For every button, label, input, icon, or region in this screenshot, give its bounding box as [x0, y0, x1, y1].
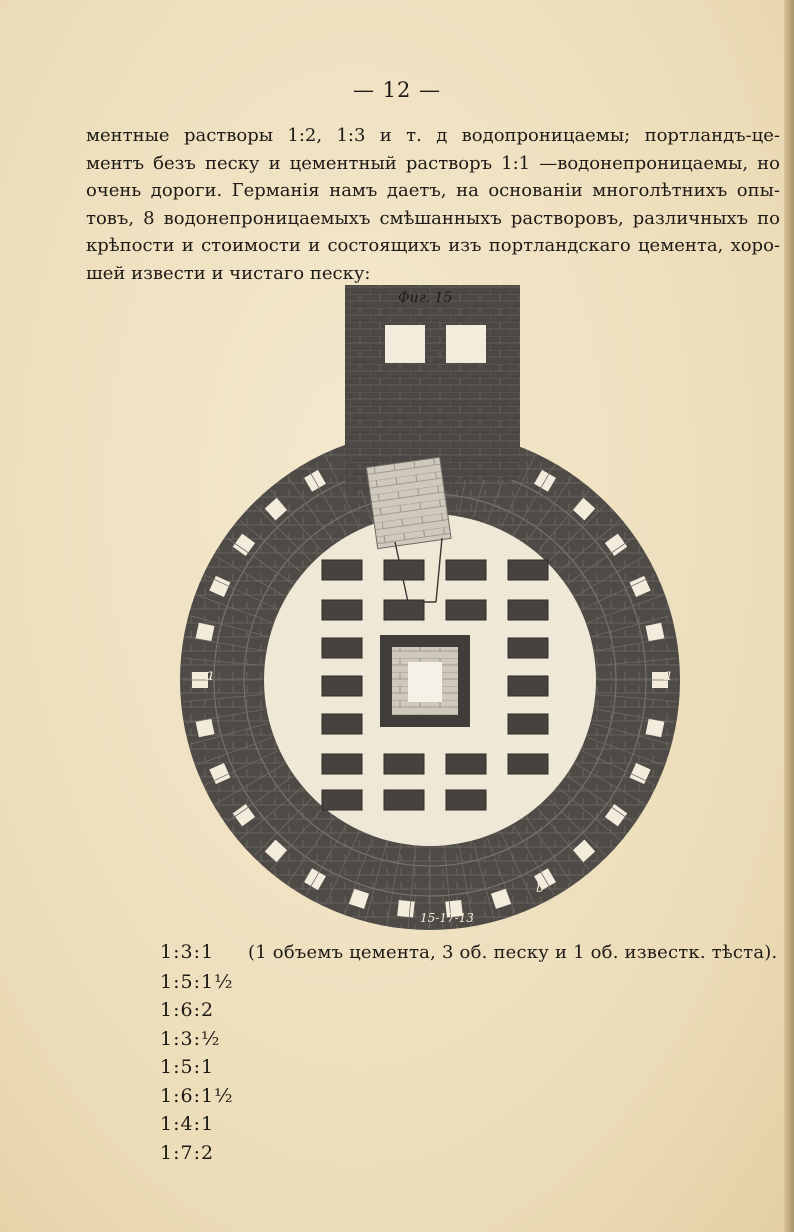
- ratio-row: [160, 1082, 780, 1111]
- interior-block: [322, 560, 362, 580]
- figure-label-top: Фиг. 15: [398, 290, 453, 306]
- interior-block: [322, 600, 362, 620]
- paragraph-line: ментные растворы 1:2, 1:3 и т. д водопроницаемы; портландъ-це-: [86, 125, 780, 146]
- ratio-value: 1:6:1½: [160, 1084, 234, 1107]
- interior-block: [446, 600, 486, 620]
- interior-block: [384, 560, 424, 580]
- junction-block: [366, 457, 451, 549]
- ratio-value: 1:3:1: [160, 941, 215, 963]
- interior-block: [322, 714, 362, 734]
- interior-block: [508, 600, 548, 620]
- ratio-row: [160, 1025, 780, 1054]
- interior-block: [508, 754, 548, 774]
- ratio-row: [160, 1110, 780, 1139]
- interior-block: [508, 560, 548, 580]
- paragraph: [86, 122, 780, 287]
- ratio-row: [160, 996, 780, 1025]
- interior-block: [508, 638, 548, 658]
- ratio-note: (1 объемъ цемента, 3 об. песку и 1 об. известк. тѣста).: [248, 942, 778, 963]
- interior-block: [446, 560, 486, 580]
- paragraph-line: товъ, 8 водонепроницаемыхъ смѣшанныхъ растворовъ, различныхъ по: [86, 207, 780, 229]
- figure-label-bottom: 15-17-13: [420, 911, 474, 925]
- interior-block: [384, 790, 424, 810]
- ratio-value: 1:3:½: [160, 1027, 221, 1050]
- ring-opening: [397, 900, 415, 918]
- figure-label-left: a: [204, 665, 214, 684]
- interior-block: [322, 676, 362, 696]
- interior-block: [322, 754, 362, 774]
- ratio-row: [160, 968, 780, 997]
- tower-window-right: [446, 325, 486, 363]
- interior-block: [384, 600, 424, 620]
- ratio-value: 1:6:2: [160, 999, 215, 1021]
- interior-block: [384, 754, 424, 774]
- ratio-value: 1:4:1: [160, 1113, 215, 1135]
- well-plan-figure: [170, 280, 690, 940]
- paragraph-line: шей извести и чистаго песку:: [86, 262, 371, 284]
- ratio-value: 1:5:1½: [160, 970, 234, 993]
- interior-block: [322, 638, 362, 658]
- ratio-value: 1:5:1: [160, 1056, 215, 1078]
- figure-label-small: b: [536, 881, 544, 895]
- tower-window-left: [385, 325, 425, 363]
- interior-block: [446, 754, 486, 774]
- paragraph-line: ментъ безъ песку и цементный растворъ 1:1 —водонепроницаемы, но: [86, 152, 780, 174]
- well-plan-drawing: [170, 280, 690, 940]
- ratio-row: [160, 938, 780, 968]
- interior-block: [446, 790, 486, 810]
- paragraph-line: крѣпости и стоимости и состоящихъ изъ портландскаго цемента, хоро-: [86, 235, 780, 256]
- interior-block: [508, 676, 548, 696]
- mortar-ratio-list: [160, 938, 780, 1167]
- ratio-row: [160, 1053, 780, 1082]
- figure-label-right: a: [662, 665, 672, 684]
- page-edge-shadow: [784, 0, 794, 1232]
- interior-block: [322, 790, 362, 810]
- central-box-inner: [408, 662, 442, 702]
- ratio-value: 1:7:2: [160, 1141, 215, 1164]
- ratio-row: [160, 1139, 780, 1168]
- interior-block: [508, 714, 548, 734]
- paragraph-line: очень дороги. Германія намъ даетъ, на основаніи многолѣтнихъ опы-: [86, 180, 780, 201]
- page-number: — 12 —: [352, 78, 442, 102]
